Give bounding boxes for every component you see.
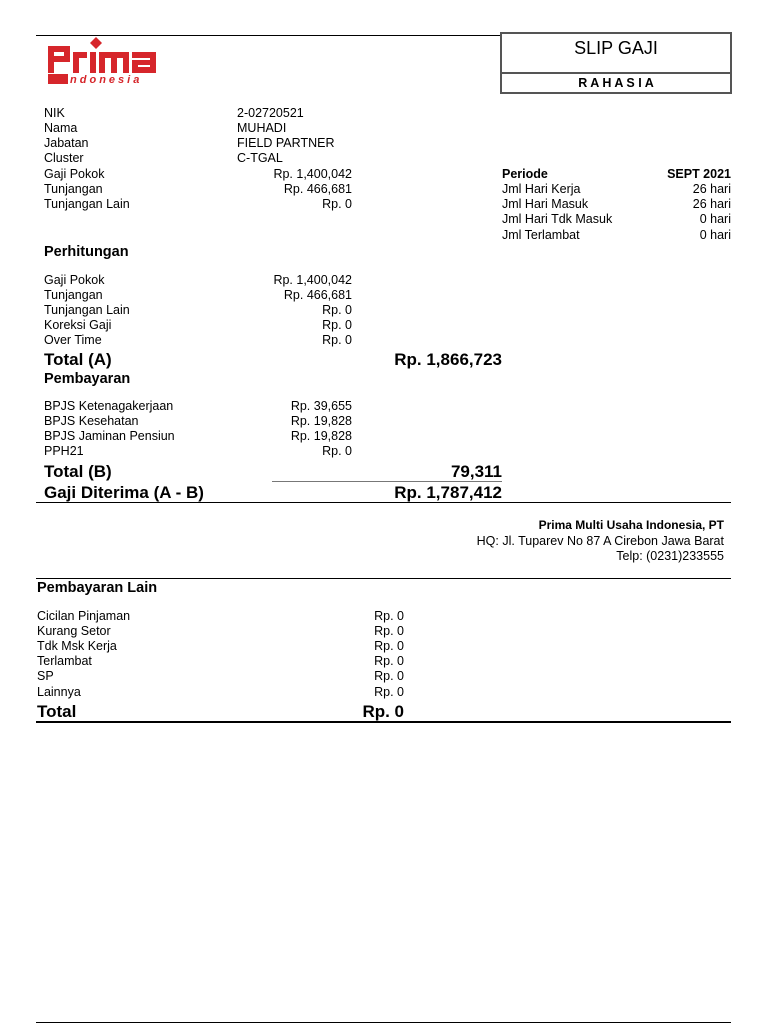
tunjangan-lain-value: Rp. 0: [322, 197, 352, 211]
list-item-label: BPJS Kesehatan: [44, 414, 139, 428]
terlambat-value: 0 hari: [699, 228, 731, 242]
jabatan-value: FIELD PARTNER: [237, 136, 335, 150]
list-item-label: Koreksi Gaji: [44, 318, 112, 332]
list-item-value: Rp. 0: [374, 639, 404, 653]
list-item-label: Lainnya: [37, 685, 81, 699]
list-item-value: Rp. 0: [322, 444, 352, 458]
list-item-label: Cicilan Pinjaman: [37, 609, 131, 623]
net-salary-label: Gaji Diterima (A - B): [44, 483, 204, 502]
cluster-value: C-TGAL: [237, 151, 283, 165]
list-item-label: Gaji Pokok: [44, 273, 105, 287]
slip-title: SLIP GAJI: [502, 34, 730, 74]
total-a-label: Total (A): [44, 350, 112, 369]
list-item-value: Rp. 19,828: [290, 429, 352, 443]
cluster-label: Cluster: [44, 151, 84, 165]
list-item-value: Rp. 0: [374, 685, 404, 699]
list-item-value: Rp. 39,655: [290, 399, 352, 413]
nik-label: NIK: [44, 106, 65, 120]
periode-label: Periode: [502, 167, 548, 181]
pembayaran-lain-heading: Pembayaran Lain: [37, 580, 158, 596]
hari-tdk-masuk-label: Jml Hari Tdk Masuk: [502, 212, 613, 226]
gaji-pokok-label: Gaji Pokok: [44, 167, 105, 181]
list-item-label: Tunjangan Lain: [44, 303, 130, 317]
tunjangan-lain-label: Tunjangan Lain: [44, 197, 130, 211]
periode-value: SEPT 2021: [667, 167, 731, 181]
bottom-rule: [36, 1022, 731, 1023]
title-box: [500, 32, 732, 94]
nama-label: Nama: [44, 121, 78, 135]
gaji-pokok-value: Rp. 1,400,042: [273, 167, 352, 181]
jabatan-label: Jabatan: [44, 136, 89, 150]
section-rule: [36, 721, 731, 723]
hari-masuk-value: 26 hari: [692, 197, 731, 211]
tunjangan-value: Rp. 466,681: [283, 182, 352, 196]
list-item-label: BPJS Ketenagakerjaan: [44, 399, 174, 413]
list-item-value: Rp. 0: [322, 333, 352, 347]
list-item-value: Rp. 19,828: [290, 414, 352, 428]
list-item-value: Rp. 0: [374, 669, 404, 683]
list-item-label: SP: [37, 669, 54, 683]
nik-value: 2-02720521: [237, 106, 304, 120]
section-rule: [36, 502, 731, 503]
company-phone: Telp: (0231)233555: [616, 549, 724, 563]
section-rule: [36, 578, 731, 579]
company-logo: [40, 36, 160, 88]
list-item-value: Rp. 466,681: [283, 288, 352, 302]
company-name: Prima Multi Usaha Indonesia, PT: [538, 518, 724, 532]
total-b-value: 79,311: [450, 462, 502, 481]
total-a-value: Rp. 1,866,723: [394, 350, 502, 369]
list-item-value: Rp. 0: [374, 654, 404, 668]
pembayaran-heading: Pembayaran: [44, 371, 131, 387]
perhitungan-heading: Perhitungan: [44, 244, 129, 260]
total-b-label: Total (B): [44, 462, 112, 481]
nama-value: MUHADI: [237, 121, 287, 135]
company-address: HQ: Jl. Tuparev No 87 A Cirebon Jawa Barat: [476, 534, 724, 548]
logo-subtitle: Indonesia: [64, 74, 143, 86]
list-item-label: PPH21: [44, 444, 84, 458]
list-item-label: Over Time: [44, 333, 102, 347]
list-item-label: BPJS Jaminan Pensiun: [44, 429, 175, 443]
total-lain-value: Rp. 0: [362, 702, 404, 721]
list-item-label: Terlambat: [37, 654, 92, 668]
list-item-value: Rp. 0: [374, 609, 404, 623]
confidential-label: R A H A S I A: [578, 76, 654, 90]
list-item-label: Kurang Setor: [37, 624, 111, 638]
hari-kerja-label: Jml Hari Kerja: [502, 182, 581, 196]
hari-kerja-value: 26 hari: [692, 182, 731, 196]
tunjangan-label: Tunjangan: [44, 182, 103, 196]
list-item-value: Rp. 0: [322, 303, 352, 317]
list-item-value: Rp. 0: [322, 318, 352, 332]
hari-tdk-masuk-value: 0 hari: [699, 212, 731, 226]
net-salary-value: Rp. 1,787,412: [394, 483, 502, 502]
subtotal-rule: [272, 481, 502, 482]
list-item-value: Rp. 1,400,042: [273, 273, 352, 287]
list-item-label: Tunjangan: [44, 288, 103, 302]
list-item-label: Tdk Msk Kerja: [37, 639, 117, 653]
total-lain-label: Total: [37, 702, 77, 721]
list-item-value: Rp. 0: [374, 624, 404, 638]
terlambat-label: Jml Terlambat: [502, 228, 580, 242]
hari-masuk-label: Jml Hari Masuk: [502, 197, 589, 211]
